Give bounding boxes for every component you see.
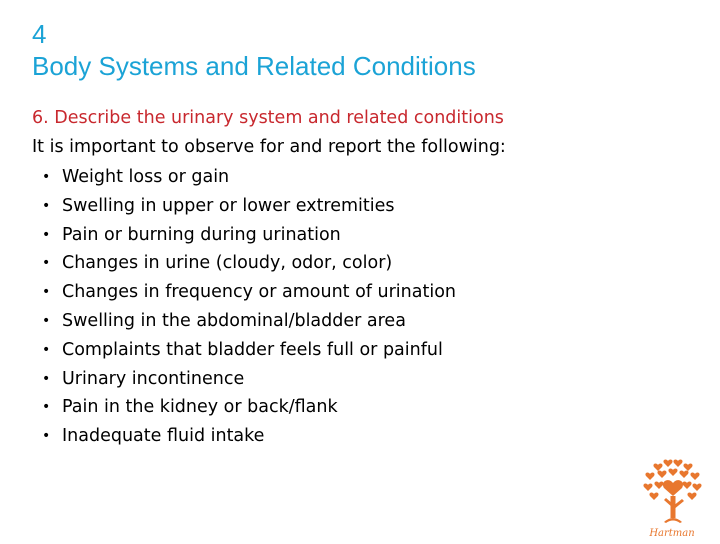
hartman-logo (640, 456, 704, 540)
bullet-icon: • (42, 226, 51, 243)
list-item-text: Pain or burning during urination (62, 224, 341, 245)
list-item-text: Inadequate fluid intake (62, 426, 265, 447)
list-item (42, 309, 456, 338)
list-item (42, 223, 456, 252)
list-item-text: Weight loss or gain (62, 167, 230, 187)
list-item-text: Changes in frequency or amount of urination (62, 282, 456, 303)
list-item-text: Swelling in upper or lower extremities (62, 195, 395, 216)
chapter-title: Body Systems and Related Conditions (32, 51, 476, 81)
list-item (42, 165, 456, 194)
bullet-icon: • (42, 255, 51, 272)
bullet-icon: • (42, 197, 51, 214)
list-item (42, 194, 456, 223)
bullet-icon: • (42, 399, 51, 416)
list-item (42, 395, 456, 424)
list-item-text: Pain in the kidney or back/flank (62, 397, 338, 418)
bullet-icon: • (42, 370, 51, 387)
bullet-icon: • (42, 428, 51, 445)
list-item-text: Urinary incontinence (62, 368, 245, 389)
intro-text: It is important to observe for and report the following: (32, 137, 506, 157)
bullet-icon: • (42, 284, 51, 301)
slide-title (32, 18, 476, 82)
list-item (42, 424, 456, 453)
list-item-text: Complaints that bladder feels full or painful (62, 339, 443, 360)
logo-text: Hartman (649, 528, 695, 539)
section-subtitle: 6. Describe the urinary system and related conditions (32, 108, 504, 128)
bullet-icon: • (42, 169, 51, 185)
list-item (42, 367, 456, 396)
list-item (42, 280, 456, 309)
bullet-icon: • (42, 312, 51, 329)
list-item-text: Swelling in the abdominal/bladder area (62, 310, 406, 331)
bullet-list (42, 165, 456, 453)
chapter-number: 4 (32, 19, 47, 49)
list-item (42, 251, 456, 280)
heart-tree-icon (640, 456, 704, 540)
list-item-text: Changes in urine (cloudy, odor, color) (62, 253, 393, 274)
bullet-icon: • (42, 341, 51, 358)
list-item (42, 338, 456, 367)
